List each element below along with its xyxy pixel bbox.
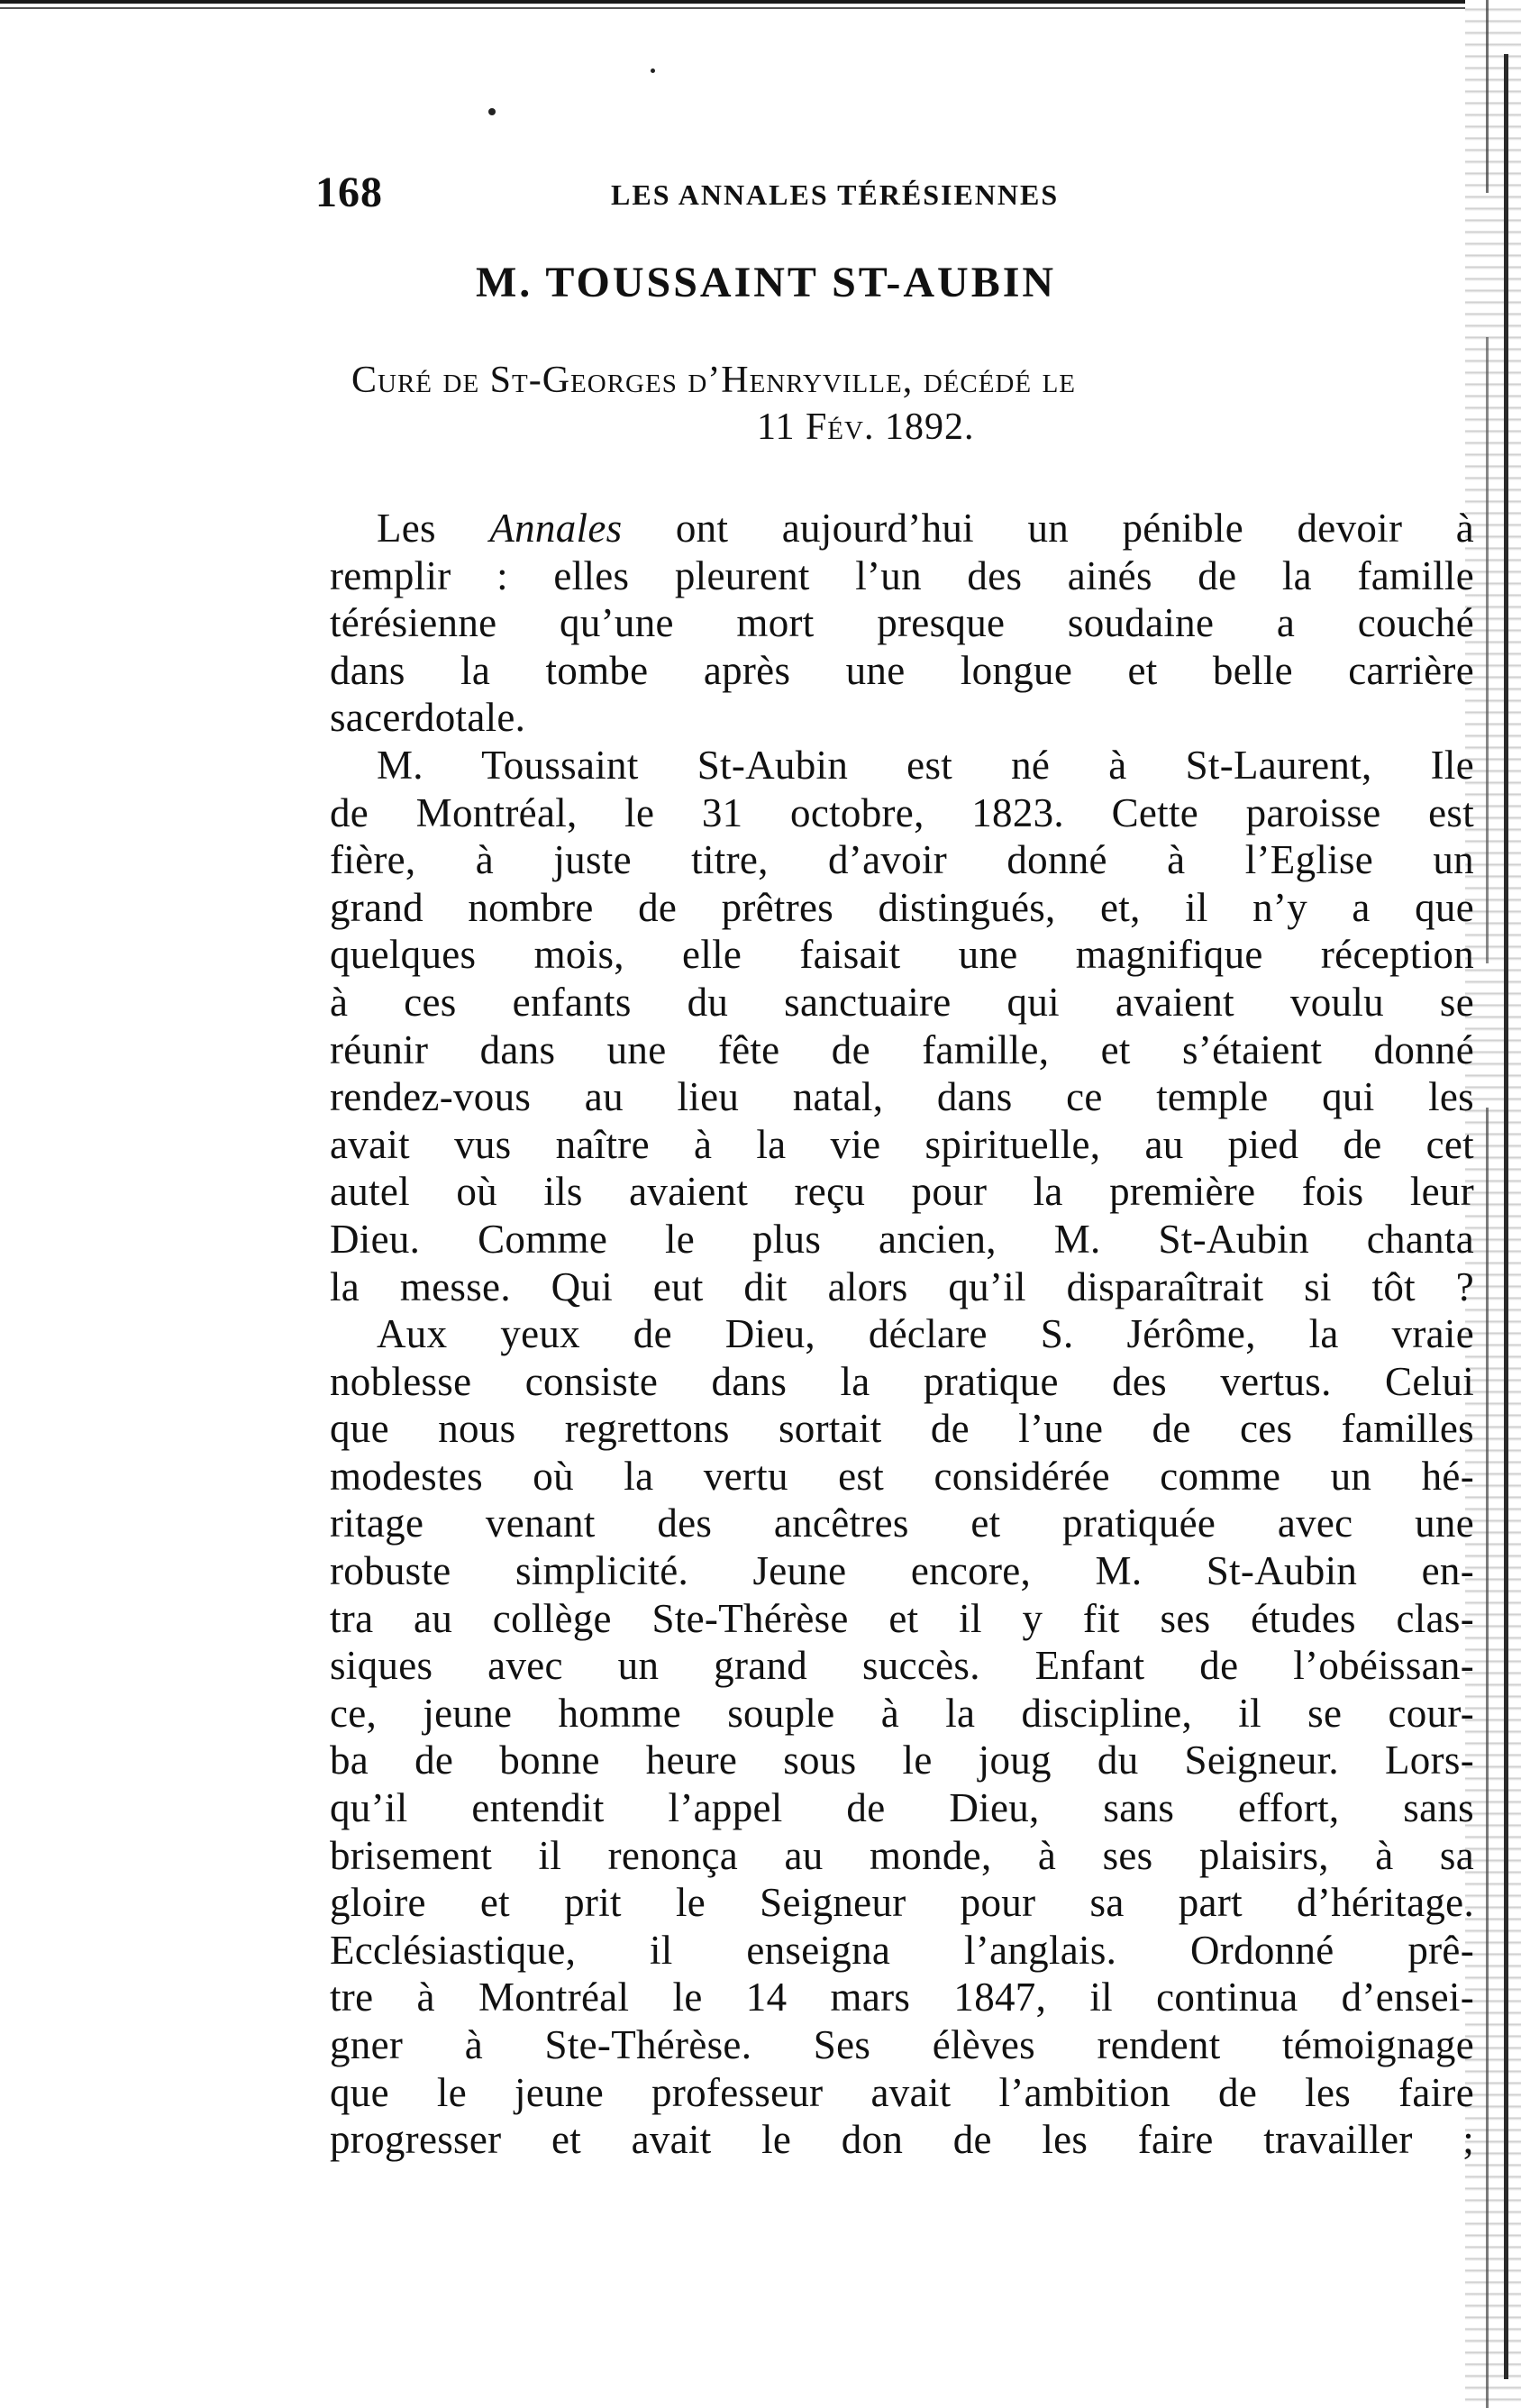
text-line: grand nombre de prêtres distingués, et, il n’y a que — [330, 884, 1474, 930]
text-line: que nous regrettons sortait de l’une de ces familles — [330, 1406, 1474, 1452]
text-line: Dieu. Comme le plus ancien, M. St-Aubin chanta — [330, 1216, 1474, 1262]
article-subtitle — [351, 357, 1433, 451]
text-line: ce, jeune homme souple à la discipline, il se cour- — [330, 1690, 1474, 1736]
text-line: gloire et prit le Seigneur pour sa part d’héritage. — [330, 1880, 1474, 1926]
page-number: 168 — [315, 169, 383, 216]
text-line: quelques mois, elle faisait une magnifique réception — [330, 932, 1474, 978]
ink-speck — [488, 108, 496, 115]
text-line: que le jeune professeur avait l’ambition de les faire — [330, 2069, 1474, 2115]
text-line: brisement il renonça au monde, à ses plaisirs, à sa — [330, 1832, 1474, 1878]
italic-journal-name: Annales — [489, 506, 623, 551]
text-line: Aux yeux de Dieu, déclare S. Jérôme, la vraie — [377, 1311, 1474, 1357]
text-line: tra au collège Ste-Thérèse et il y fit ses études clas- — [330, 1595, 1474, 1641]
text-line: modestes où la vertu est considérée comme un hé- — [330, 1453, 1474, 1499]
text-line: rendez-vous au lieu natal, dans ce temple qui les — [330, 1074, 1474, 1120]
text-line: réunir dans une fête de famille, et s’étaient donné — [330, 1026, 1474, 1072]
text-line: gner à Ste-Thérèse. Ses élèves rendent témoignage — [330, 2022, 1474, 2067]
text-line: M. Toussaint St-Aubin est né à St-Laurent, Ile — [377, 742, 1474, 788]
text-line: térésienne qu’une mort presque soudaine a couché — [330, 600, 1474, 646]
text-line: ritage venant des ancêtres et pratiquée avec une — [330, 1500, 1474, 1546]
page-binding-line — [1504, 54, 1508, 2379]
article-title: M. TOUSSAINT ST-AUBIN — [475, 259, 1057, 306]
text-line: robuste simplicité. Jeune encore, M. St-Aubin en- — [330, 1548, 1474, 1594]
page-top-edge — [0, 0, 1521, 13]
page-header — [315, 168, 1216, 222]
text-line: remplir : elles pleurent l’un des ainés de la famille — [330, 552, 1474, 598]
text-line: fière, à juste titre, d’avoir donné à l’Eglise un — [330, 837, 1474, 883]
text-line: Les Annales ont aujourd’hui un pénible devoir à — [377, 506, 1474, 551]
article-body — [330, 505, 1474, 2164]
text-line: siques avec un grand succès. Enfant de l’obéissan- — [330, 1643, 1474, 1689]
text-line: tre à Montréal le 14 mars 1847, il continua d’ensei- — [330, 1975, 1474, 2020]
text-line: qu’il entendit l’appel de Dieu, sans effort, sans — [330, 1785, 1474, 1831]
text-line: la messe. Qui eut dit alors qu’il disparaîtrait si tôt ? — [330, 1263, 1474, 1309]
text-line: à ces enfants du sanctuaire qui avaient voulu se — [330, 979, 1474, 1025]
text-line: progresser et avait le don de les faire travailler ; — [330, 2117, 1474, 2163]
subtitle-line: 11 Fév. 1892. — [757, 406, 975, 448]
text-line: dans la tombe après une longue et belle carrière — [330, 647, 1474, 693]
text-line: avait vus naître à la vie spirituelle, au pied de cet — [330, 1121, 1474, 1167]
page-binding-line — [1486, 0, 1489, 2408]
running-head: LES ANNALES TÉRÉSIENNES — [611, 178, 1060, 211]
ink-speck — [651, 68, 655, 73]
subtitle-line: Curé de St-Georges d’Henryville, décédé le — [351, 360, 1076, 401]
text-line: autel où ils avaient reçu pour la première fois leur — [330, 1169, 1474, 1215]
text-line: Ecclésiastique, il enseigna l’anglais. Ordonné prê- — [330, 1927, 1474, 1973]
text-line: de Montréal, le 31 octobre, 1823. Cette paroisse est — [330, 789, 1474, 835]
text-line: noblesse consiste dans la pratique des vertus. Celui — [330, 1358, 1474, 1404]
text-line: sacerdotale. — [330, 695, 526, 741]
text-line: ba de bonne heure sous le joug du Seigneur. Lors- — [330, 1738, 1474, 1783]
